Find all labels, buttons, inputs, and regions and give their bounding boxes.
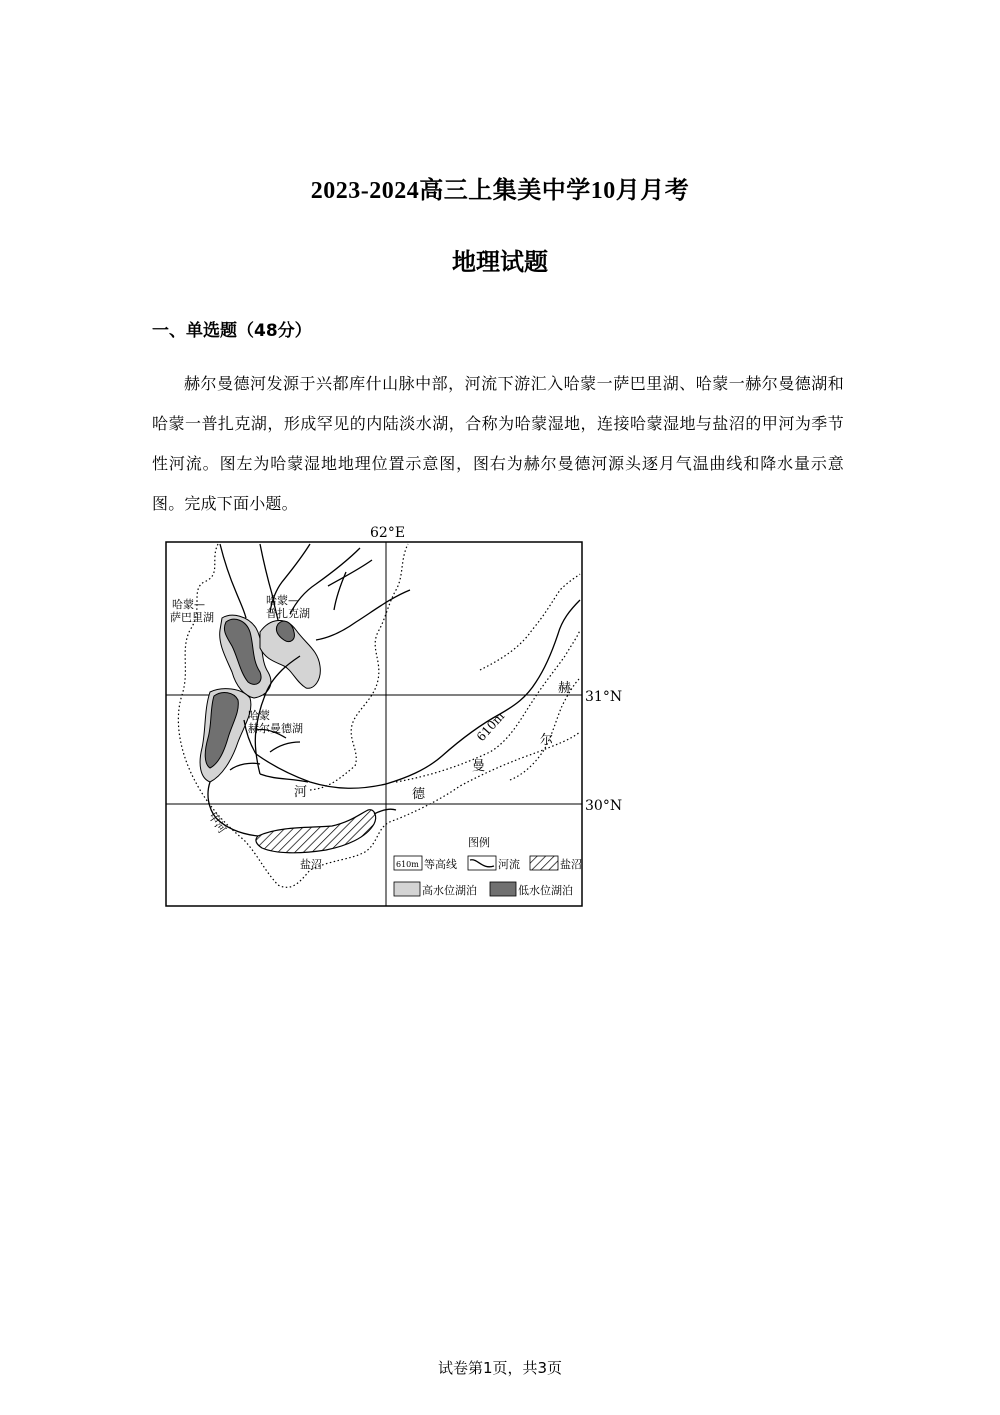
river-char-3: 曼 (472, 759, 486, 774)
legend-title: 图例 (468, 836, 490, 849)
river-char-4: 德 (412, 787, 426, 802)
river-char-2: 尔 (540, 733, 554, 748)
jia-river-label: 甲河 (205, 810, 229, 836)
salt-marsh-label: 盐沼 (300, 858, 322, 871)
map-legend (394, 835, 582, 897)
exam-title: 2023-2024高三上集美中学10月月考 (310, 178, 690, 204)
lake-puzak-label-1: 哈蒙— (266, 594, 299, 607)
lake-saba-label-1: 哈蒙— (172, 598, 205, 611)
lake-puzak-label-2: 普扎克湖 (266, 607, 310, 620)
legend-salt-marsh-label: 盐沼 (560, 858, 582, 871)
hamun-wetland-map (160, 520, 630, 920)
contour-label: 610m (473, 709, 508, 745)
legend-high-water-label: 高水位湖泊 (422, 884, 477, 897)
longitude-label: 62°E (370, 525, 406, 541)
lat-31n-label: 31°N (585, 689, 623, 705)
legend-river-label: 河流 (498, 858, 520, 871)
basin-boundary-inner (310, 544, 408, 790)
legend-contour-sample: 610m (396, 860, 419, 869)
river-char-1: 赫 (558, 681, 572, 696)
river-char-5: 河 (294, 785, 308, 800)
contour-610m-upper (396, 630, 580, 782)
page-footer: 试卷第1页，共3页 (437, 1359, 563, 1377)
lake-helmand-label-1: 哈蒙 (248, 709, 270, 722)
upper-right-contour (480, 574, 580, 670)
salt-marsh (256, 810, 376, 853)
section-heading: 一、单选题（48分） (152, 321, 312, 341)
lat-30n-label: 30°N (585, 798, 623, 814)
lake-saba-label-2: 萨巴里湖 (170, 611, 214, 624)
legend-low-water-label: 低水位湖泊 (518, 884, 573, 897)
legend-contour-label: 等高线 (424, 858, 457, 871)
subject-title: 地理试题 (452, 250, 548, 276)
lake-helmand-label-2: 赫尔曼德湖 (248, 722, 303, 735)
intro-paragraph: 赫尔曼德河发源于兴都库什山脉中部，河流下游汇入哈蒙一萨巴里湖、哈蒙一赫尔曼德湖和哈蒙一普扎克湖，形成罕见的内陆淡水湖，合称为哈蒙湿地，连接哈蒙湿地与盐沼的甲河为季节性河流。图左为哈蒙湿地地理位置示意图，图右为赫尔曼德河源头逐月气温曲线和降水量示意图。完成下面小题。 (152, 374, 844, 513)
